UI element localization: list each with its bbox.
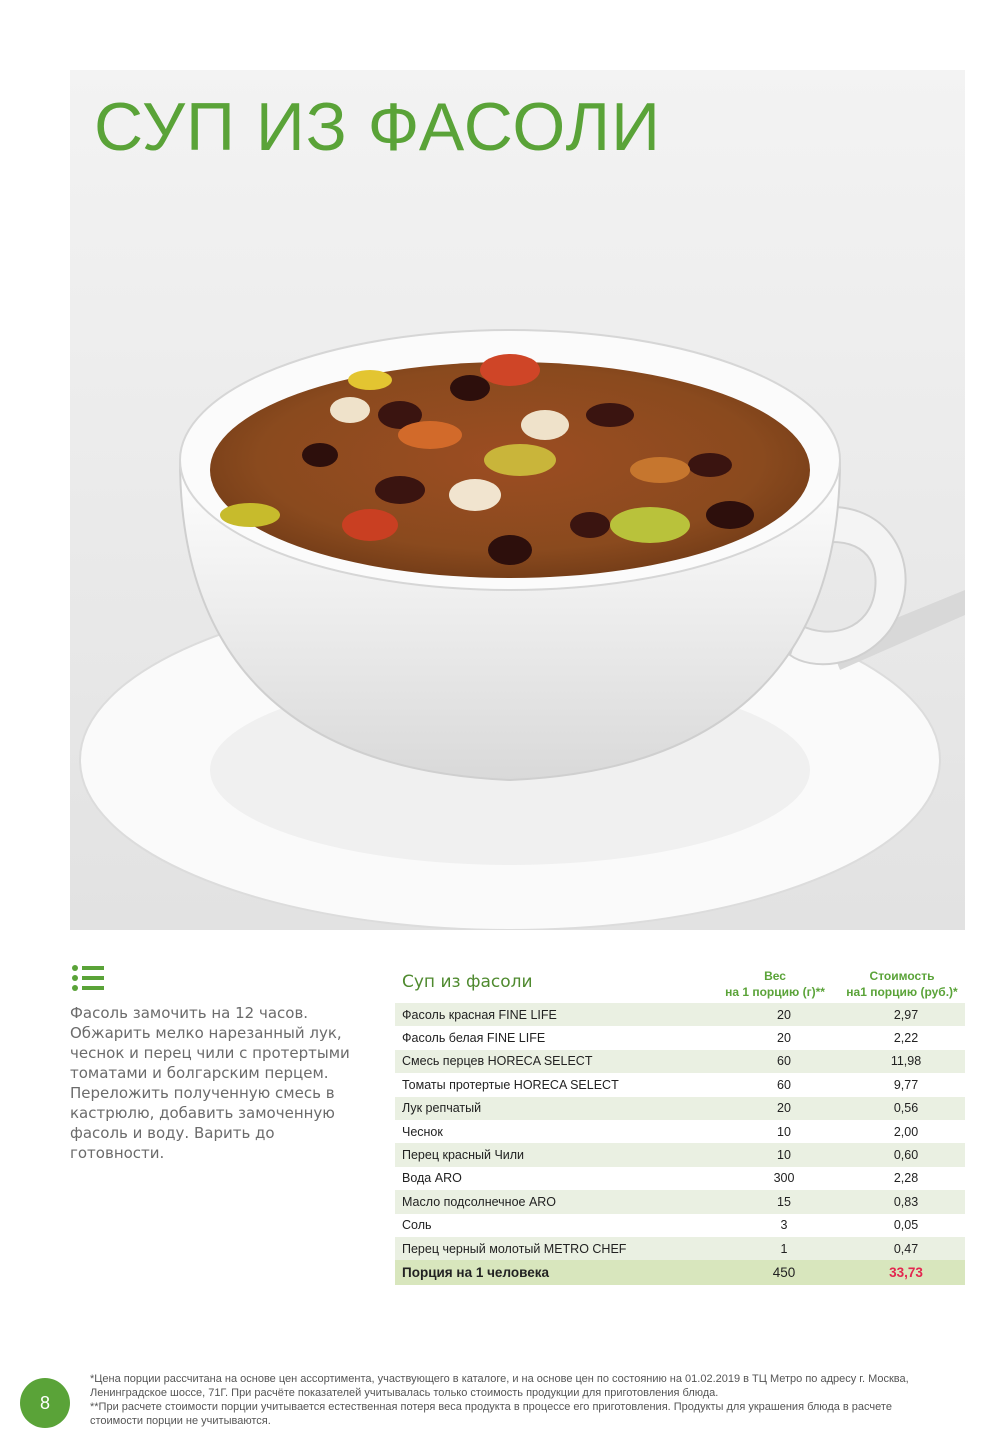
total-cost: 33,73 <box>847 1260 965 1285</box>
ingredient-name: Смесь перцев HORECA SELECT <box>395 1050 721 1073</box>
ingredient-cost: 11,98 <box>847 1050 965 1073</box>
ingredient-cost: 0,56 <box>847 1097 965 1120</box>
ingredient-weight: 15 <box>721 1190 847 1213</box>
ingredient-weight: 20 <box>721 1026 847 1049</box>
column-header-weight-text: Вес на 1 порцию (г)** <box>725 969 825 999</box>
footnote-weight: **При расчете стоимости порции учитывается естественная потеря веса продукта в процессе его приготовления. Продукты для украшения блюда в расчете стоимости порции не учитываются. <box>90 1401 892 1427</box>
ingredient-cost: 2,00 <box>847 1120 965 1143</box>
instructions-text: Фасоль замочить на 12 часов. Обжарить мелко нарезанный лук, чеснок и перец чили с протертыми томатами и болгарским перцем. Переложить полученную смесь в кастрюлю, добавить замоченную фасоль и воду. Варить до готовности. <box>70 1004 350 1162</box>
ingredient-weight: 3 <box>721 1214 847 1237</box>
ingredient-cost: 2,28 <box>847 1167 965 1190</box>
ingredient-name: Томаты протертые HORECA SELECT <box>395 1073 721 1096</box>
ingredient-weight: 60 <box>721 1050 847 1073</box>
ingredient-name: Масло подсолнечное ARO <box>395 1190 721 1213</box>
total-label: Порция на 1 человека <box>395 1260 721 1285</box>
column-header-weight <box>720 968 830 1000</box>
hero-panel <box>70 70 965 930</box>
ingredient-cost: 0,47 <box>847 1237 965 1260</box>
ingredient-name: Соль <box>395 1214 721 1237</box>
table-title: Суп из фасоли <box>402 972 533 992</box>
ingredient-weight: 300 <box>721 1167 847 1190</box>
footnote-price: *Цена порции рассчитана на основе цен ассортимента, участвующего в каталоге, и на основе цен по состоянию на 01.02.2019 в ТЦ Метро по адресу г. Москва, Ленинградское шоссе, 71Г. При расчёте показателей учитывалась только стоимость продукции для приготовления блюда. <box>90 1373 909 1399</box>
page-number: 8 <box>20 1378 70 1428</box>
ingredient-cost: 0,60 <box>847 1143 965 1166</box>
ingredient-name: Чеснок <box>395 1120 721 1143</box>
table-row <box>395 1214 965 1237</box>
ingredients-table <box>395 1003 965 1285</box>
ingredient-cost: 2,22 <box>847 1026 965 1049</box>
ingredient-cost: 9,77 <box>847 1073 965 1096</box>
ingredient-name: Фасоль белая FINE LIFE <box>395 1026 721 1049</box>
ingredient-cost: 0,05 <box>847 1214 965 1237</box>
ingredient-name: Лук репчатый <box>395 1097 721 1120</box>
ingredient-weight: 1 <box>721 1237 847 1260</box>
ingredient-weight: 20 <box>721 1003 847 1026</box>
footnotes <box>90 1372 920 1428</box>
table-row <box>395 1003 965 1026</box>
ingredient-weight: 10 <box>721 1143 847 1166</box>
table-row <box>395 1120 965 1143</box>
table-row <box>395 1097 965 1120</box>
column-header-cost-text: Стоимость на1 порцию (руб.)* <box>846 969 958 999</box>
page-title: СУП ИЗ ФАСОЛИ <box>94 89 661 165</box>
ingredient-name: Вода ARO <box>395 1167 721 1190</box>
total-row <box>395 1260 965 1285</box>
ingredient-weight: 60 <box>721 1073 847 1096</box>
ingredient-cost: 0,83 <box>847 1190 965 1213</box>
ingredient-name: Фасоль красная FINE LIFE <box>395 1003 721 1026</box>
table-row <box>395 1143 965 1166</box>
table-row <box>395 1237 965 1260</box>
ingredient-weight: 20 <box>721 1097 847 1120</box>
table-row <box>395 1190 965 1213</box>
list-icon <box>72 965 104 991</box>
ingredient-name: Перец красный Чили <box>395 1143 721 1166</box>
table-row <box>395 1167 965 1190</box>
column-header-cost <box>840 968 964 1000</box>
ingredient-cost: 2,97 <box>847 1003 965 1026</box>
soup-bowl-photo <box>70 70 965 930</box>
table-row <box>395 1050 965 1073</box>
total-weight: 450 <box>721 1260 847 1285</box>
ingredient-weight: 10 <box>721 1120 847 1143</box>
ingredient-name: Перец черный молотый METRO CHEF <box>395 1237 721 1260</box>
table-row <box>395 1073 965 1096</box>
table-row <box>395 1026 965 1049</box>
